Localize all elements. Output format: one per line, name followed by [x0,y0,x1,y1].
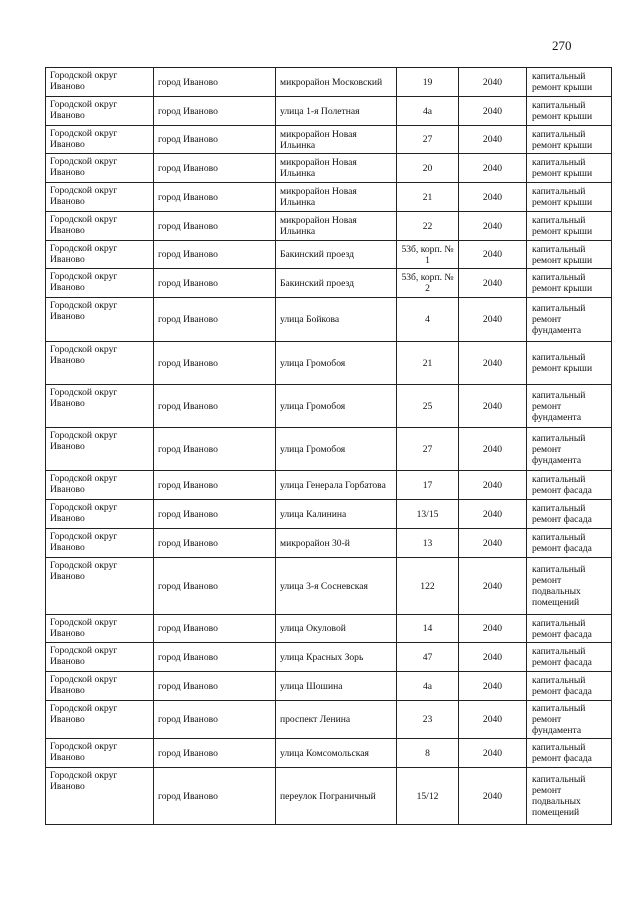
work-type-cell: капитальный ремонт фасада [527,672,612,701]
district-cell: Городской округ Иваново [46,97,154,126]
year-cell: 2040 [459,342,527,385]
table-row [46,298,612,342]
district-cell: Городской округ Иваново [46,126,154,154]
work-type-cell: капитальный ремонт фасада [527,643,612,672]
house-number-cell: 22 [397,212,459,241]
table-row [46,68,612,97]
street-cell: улица Громобоя [276,385,397,428]
city-cell: город Иваново [154,154,276,183]
work-type-cell: капитальный ремонт фасада [527,615,612,643]
work-type-cell: капитальный ремонт крыши [527,269,612,298]
street-cell: улица Красных Зорь [276,643,397,672]
year-cell: 2040 [459,241,527,269]
table-row [46,183,612,212]
year-cell: 2040 [459,126,527,154]
city-cell: город Иваново [154,298,276,342]
district-cell: Городской округ Иваново [46,701,154,739]
street-cell: микрорайон Московский [276,68,397,97]
table-row [46,558,612,615]
table-row [46,428,612,471]
work-type-cell: капитальный ремонт крыши [527,183,612,212]
district-cell: Городской округ Иваново [46,529,154,558]
table-row [46,471,612,500]
district-cell: Городской округ Иваново [46,672,154,701]
work-type-cell: капитальный ремонт крыши [527,241,612,269]
work-type-cell: капитальный ремонт фундамента [527,428,612,471]
table-row [46,212,612,241]
house-number-cell: 53б, корп. № 1 [397,241,459,269]
street-cell: проспект Ленина [276,701,397,739]
city-cell: город Иваново [154,500,276,529]
year-cell: 2040 [459,269,527,298]
district-cell: Городской округ Иваново [46,183,154,212]
year-cell: 2040 [459,385,527,428]
house-number-cell: 21 [397,183,459,212]
year-cell: 2040 [459,672,527,701]
year-cell: 2040 [459,643,527,672]
table-row [46,342,612,385]
street-cell: улица Громобоя [276,428,397,471]
work-type-cell: капитальный ремонт подвальных помещений [527,558,612,615]
house-number-cell: 21 [397,342,459,385]
district-cell: Городской округ Иваново [46,428,154,471]
year-cell: 2040 [459,500,527,529]
city-cell: город Иваново [154,126,276,154]
housing-repair-table [45,67,612,825]
year-cell: 2040 [459,298,527,342]
table-row [46,529,612,558]
work-type-cell: капитальный ремонт фасада [527,471,612,500]
table-row [46,672,612,701]
street-cell: улица Окуловой [276,615,397,643]
work-type-cell: капитальный ремонт фасада [527,500,612,529]
table-row [46,269,612,298]
work-type-cell: капитальный ремонт фундамента [527,701,612,739]
city-cell: город Иваново [154,428,276,471]
year-cell: 2040 [459,428,527,471]
house-number-cell: 27 [397,428,459,471]
year-cell: 2040 [459,183,527,212]
city-cell: город Иваново [154,768,276,825]
street-cell: микрорайон Новая Ильинка [276,126,397,154]
house-number-cell: 13 [397,529,459,558]
table-row [46,154,612,183]
district-cell: Городской округ Иваново [46,342,154,385]
house-number-cell: 17 [397,471,459,500]
city-cell: город Иваново [154,342,276,385]
house-number-cell: 4а [397,672,459,701]
street-cell: микрорайон Новая Ильинка [276,212,397,241]
house-number-cell: 47 [397,643,459,672]
year-cell: 2040 [459,154,527,183]
year-cell: 2040 [459,529,527,558]
city-cell: город Иваново [154,68,276,97]
work-type-cell: капитальный ремонт крыши [527,342,612,385]
table-row [46,643,612,672]
street-cell: улица 1-я Полетная [276,97,397,126]
street-cell: улица Громобоя [276,342,397,385]
house-number-cell: 27 [397,126,459,154]
street-cell: микрорайон Новая Ильинка [276,154,397,183]
district-cell: Городской округ Иваново [46,241,154,269]
table-row [46,500,612,529]
city-cell: город Иваново [154,97,276,126]
city-cell: город Иваново [154,183,276,212]
year-cell: 2040 [459,558,527,615]
house-number-cell: 25 [397,385,459,428]
city-cell: город Иваново [154,701,276,739]
district-cell: Городской округ Иваново [46,269,154,298]
street-cell: переулок Пограничный [276,768,397,825]
district-cell: Городской округ Иваново [46,558,154,615]
house-number-cell: 19 [397,68,459,97]
district-cell: Городской округ Иваново [46,154,154,183]
city-cell: город Иваново [154,241,276,269]
district-cell: Городской округ Иваново [46,615,154,643]
city-cell: город Иваново [154,212,276,241]
city-cell: город Иваново [154,615,276,643]
house-number-cell: 13/15 [397,500,459,529]
table-row [46,126,612,154]
city-cell: город Иваново [154,672,276,701]
work-type-cell: капитальный ремонт крыши [527,212,612,241]
year-cell: 2040 [459,212,527,241]
year-cell: 2040 [459,701,527,739]
year-cell: 2040 [459,739,527,768]
table-row [46,701,612,739]
district-cell: Городской округ Иваново [46,298,154,342]
work-type-cell: капитальный ремонт фундамента [527,298,612,342]
work-type-cell: капитальный ремонт крыши [527,154,612,183]
work-type-cell: капитальный ремонт крыши [527,68,612,97]
street-cell: улица 3-я Сосневская [276,558,397,615]
street-cell: улица Генерала Горбатова [276,471,397,500]
work-type-cell: капитальный ремонт фундамента [527,385,612,428]
house-number-cell: 20 [397,154,459,183]
house-number-cell: 122 [397,558,459,615]
year-cell: 2040 [459,68,527,97]
house-number-cell: 14 [397,615,459,643]
district-cell: Городской округ Иваново [46,68,154,97]
street-cell: улица Бойкова [276,298,397,342]
work-type-cell: капитальный ремонт подвальных помещений [527,768,612,825]
house-number-cell: 4а [397,97,459,126]
house-number-cell: 4 [397,298,459,342]
work-type-cell: капитальный ремонт крыши [527,126,612,154]
district-cell: Городской округ Иваново [46,500,154,529]
year-cell: 2040 [459,97,527,126]
house-number-cell: 8 [397,739,459,768]
city-cell: город Иваново [154,471,276,500]
city-cell: город Иваново [154,385,276,428]
work-type-cell: капитальный ремонт фасада [527,739,612,768]
street-cell: Бакинский проезд [276,269,397,298]
city-cell: город Иваново [154,529,276,558]
city-cell: город Иваново [154,643,276,672]
city-cell: город Иваново [154,739,276,768]
district-cell: Городской округ Иваново [46,768,154,825]
district-cell: Городской округ Иваново [46,643,154,672]
year-cell: 2040 [459,615,527,643]
street-cell: микрорайон Новая Ильинка [276,183,397,212]
district-cell: Городской округ Иваново [46,385,154,428]
street-cell: улица Комсомольская [276,739,397,768]
table-row [46,768,612,825]
city-cell: город Иваново [154,558,276,615]
street-cell: микрорайон 30-й [276,529,397,558]
house-number-cell: 23 [397,701,459,739]
work-type-cell: капитальный ремонт фасада [527,529,612,558]
district-cell: Городской округ Иваново [46,471,154,500]
year-cell: 2040 [459,471,527,500]
table-row [46,97,612,126]
street-cell: улица Калинина [276,500,397,529]
year-cell: 2040 [459,768,527,825]
table-row [46,615,612,643]
page-number: 270 [552,38,572,53]
street-cell: улица Шошина [276,672,397,701]
house-number-cell: 15/12 [397,768,459,825]
work-type-cell: капитальный ремонт крыши [527,97,612,126]
district-cell: Городской округ Иваново [46,212,154,241]
table-row [46,241,612,269]
table-row [46,385,612,428]
table-row [46,739,612,768]
district-cell: Городской округ Иваново [46,739,154,768]
street-cell: Бакинский проезд [276,241,397,269]
city-cell: город Иваново [154,269,276,298]
house-number-cell: 53б, корп. № 2 [397,269,459,298]
